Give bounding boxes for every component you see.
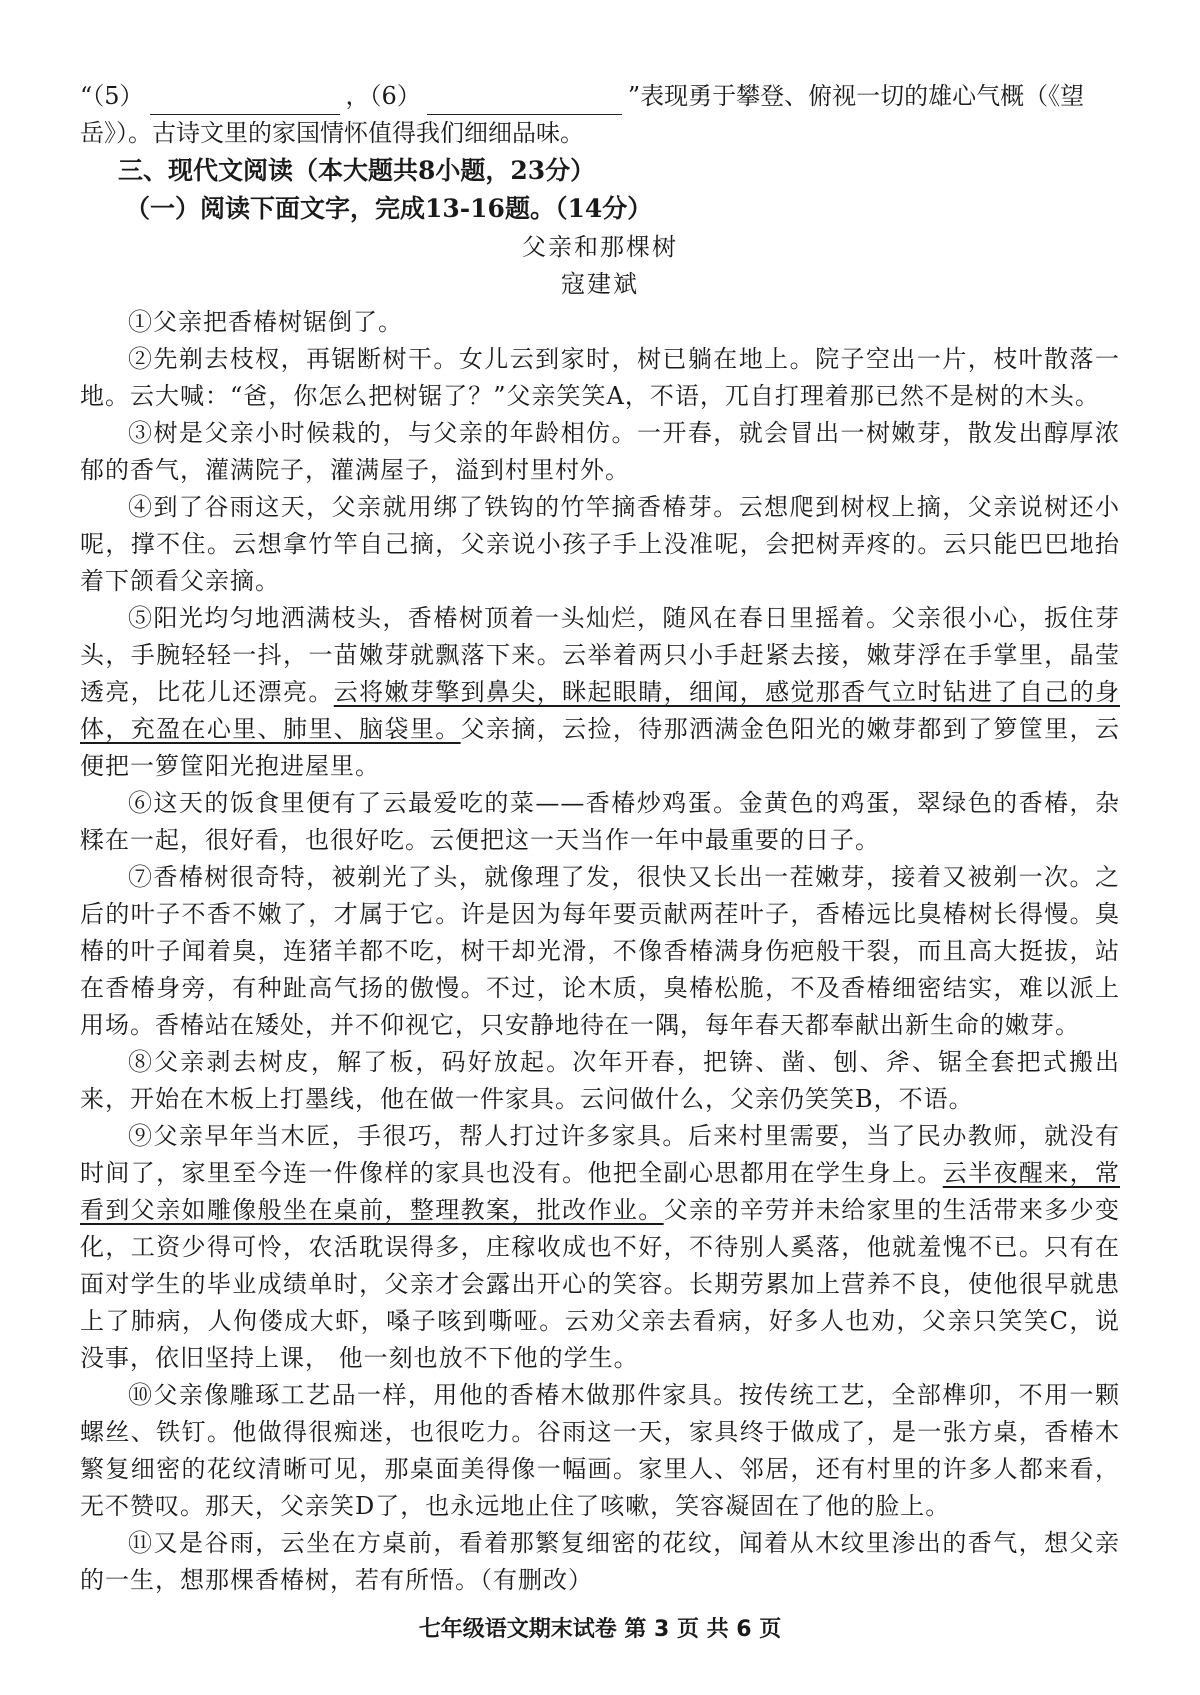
paragraph-1: ①父亲把香椿树锯倒了。 xyxy=(128,308,403,336)
poem-fill-line xyxy=(80,78,1120,115)
paragraph-5-text-b: 父亲摘，云捡，待那洒满金色阳光的嫩芽都到了箩筐里，云便把一箩筐阳光抱进屋里。 xyxy=(80,715,1120,780)
fill-line-tail: ”表现勇于攀登、俯视一切的雄心气概（《望 xyxy=(627,82,1085,110)
paragraph-9 xyxy=(80,1118,1120,1377)
intro-line-2: 岳》）。古诗文里的家国情怀值得我们细细品味。 xyxy=(80,119,584,147)
answer-blank-5[interactable] xyxy=(150,88,340,115)
paragraph-8: ⑧父亲剥去树皮，解了板，码好放起。次年开春，把锛、凿、刨、斧、锯全套把式搬出来，开始在木板上打墨线，他在做一件家具。云问做什么，父亲仍笑笑B，不语。 xyxy=(80,1048,1120,1113)
paragraph-5-text-a: ⑤阳光均匀地洒满枝头，香椿树顶着一头灿烂，随风在春日里摇着。父亲很小心，扳住芽头，手腕轻轻一抖，一苗嫩芽就飘落下来。云举着两只小手赶紧去接，嫩芽浮在手掌里，晶莹透亮，比花儿还漂亮。 xyxy=(80,604,1120,706)
underlined-sentence-2: 云半夜醒来，常看到父亲如雕像般坐在桌前，整理教案，批改作业。 xyxy=(80,1159,1120,1224)
paragraph-5 xyxy=(80,600,1120,785)
fill-label-5: “（5） xyxy=(80,82,144,110)
paragraph-3: ③树是父亲小时候栽的，与父亲的年龄相仿。一开春，就会冒出一树嫩芽，散发出醇厚浓郁的香气，灌满院子，灌满屋子，溢到村里村外。 xyxy=(80,419,1120,484)
page-footer: 七年级语文期末试卷 第 3 页 共 6 页 xyxy=(418,1617,782,1642)
paragraph-4: ④到了谷雨这天，父亲就用绑了铁钩的竹竿摘香椿芽。云想爬到树杈上摘，父亲说树还小呢，撑不住。云想拿竹竿自己摘，父亲说小孩子手上没准呢，会把树弄疼的。云只能巴巴地抬着下颌看父亲摘。 xyxy=(80,493,1120,595)
underlined-sentence-1: 云将嫩芽擎到鼻尖，眯起眼睛，细闻，感觉那香气立时钻进了自己的身体，充盈在心里、肺里、脑袋里。 xyxy=(80,678,1120,743)
subsection-heading: （一）阅读下面文字，完成13-16题。（14分） xyxy=(125,194,653,223)
paragraph-9-text-a: ⑨父亲早年当木匠，手很巧，帮人打过许多家具。后来村里需要，当了民办教师，就没有时间了，家里至今连一件像样的家具也没有。他把全副心思都用在学生身上。 xyxy=(80,1122,1120,1187)
paragraph-2: ②先剃去枝杈，再锯断树干。女儿云到家时，树已躺在地上。院子空出一片，枝叶散落一地。云大喊：“爸，你怎么把树锯了？”父亲笑笑A，不语，兀自打理着那已然不是树的木头。 xyxy=(80,345,1120,410)
paragraph-9-text-b: 父亲的辛劳并未给家里的生活带来多少变化，工资少得可怜，农活耽误得多，庄稼收成也不好，不待别人奚落，他就羞愧不已。只有在面对学生的毕业成绩单时，父亲才会露出开心的笑容。长期劳累加上营养不良，使他很早就患上了肺病，人佝偻成大虾，嗓子咳到嘶哑。云劝父亲去看病，好多人也劝，父亲只笑笑C，说没事，依旧坚持上课， 他一刻也放不下他的学生。 xyxy=(80,1196,1120,1372)
answer-blank-6[interactable] xyxy=(427,88,622,115)
article-author: 寇建斌 xyxy=(561,270,639,298)
paragraph-11: ⑪又是谷雨，云坐在方桌前，看着那繁复细密的花纹，闻着从木纹里渗出的香气，想父亲的一生，想那棵香椿树，若有所悟。（有删改） xyxy=(80,1529,1120,1594)
fill-label-6: ，（6） xyxy=(345,82,421,110)
paragraph-10: ⑩父亲像雕琢工艺品一样，用他的香椿木做那件家具。按传统工艺，全部榫卯，不用一颗螺丝、铁钉。他做得很痴迷，也很吃力。谷雨这一天，家具终于做成了，是一张方桌，香椿木繁复细密的花纹清晰可见，那桌面美得像一幅画。家里人、邻居，还有村里的许多人都来看，无不赞叹。那天，父亲笑D了，也永远地止住了咳嗽，笑容凝固在了他的脸上。 xyxy=(80,1381,1120,1520)
section-heading: 三、现代文阅读（本大题共8小题，23分） xyxy=(118,156,596,185)
paragraph-6: ⑥这天的饭食里便有了云最爱吃的菜——香椿炒鸡蛋。金黄色的鸡蛋，翠绿色的香椿，杂糅在一起，很好看，也很好吃。云便把这一天当作一年中最重要的日子。 xyxy=(80,789,1120,854)
article-title: 父亲和那棵树 xyxy=(522,233,678,261)
paragraph-7: ⑦香椿树很奇特，被剃光了头，就像理了发，很快又长出一茬嫩芽，接着又被剃一次。之后的叶子不香不嫩了，才属于它。许是因为每年要贡献两茬叶子，香椿远比臭椿树长得慢。臭椿的叶子闻着臭，连猪羊都不吃，树干却光滑，不像香椿满身伤疤般干裂，而且高大挺拔，站在香椿身旁，有种趾高气扬的傲慢。不过，论木质，臭椿松脆，不及香椿细密结实，难以派上用场。香椿站在矮处，并不仰视它，只安静地待在一隅，每年春天都奉献出新生命的嫩芽。 xyxy=(80,863,1120,1039)
